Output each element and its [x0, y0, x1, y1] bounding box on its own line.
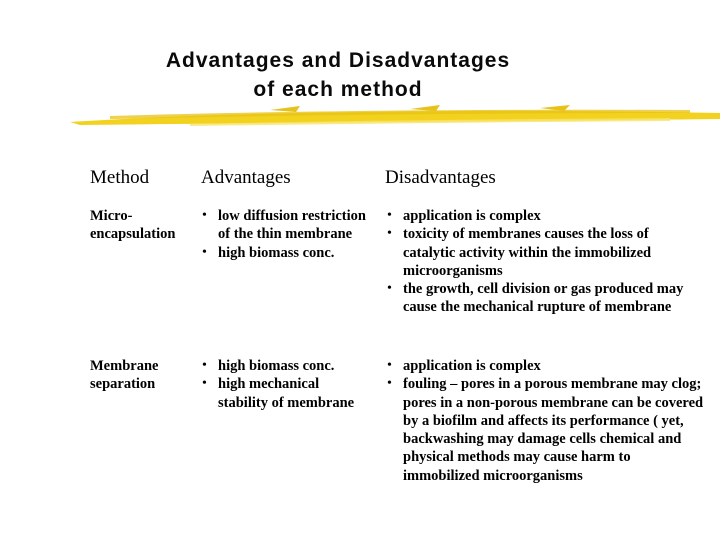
slide-title-line-2: of each method	[253, 78, 423, 101]
title-underline-brush-stroke	[70, 104, 720, 132]
advantages-list	[196, 357, 368, 412]
column-header-disadvantages: Disadvantages	[385, 167, 496, 188]
method-microencapsulation: Micro- encapsulation	[90, 208, 176, 243]
list-item: • high mechanical stability of membrane	[196, 375, 368, 412]
list-item: • toxicity of membranes causes the loss of catalytic activity within the immobilized microorganisms	[381, 225, 691, 280]
slide-title	[0, 46, 676, 104]
advantages-list	[196, 207, 368, 262]
disadvantages-list	[381, 357, 707, 485]
list-item: • application is complex	[381, 207, 691, 225]
list-item: • application is complex	[381, 357, 707, 375]
list-item: • low diffusion restriction of the thin membrane	[196, 207, 368, 244]
list-item: • high biomass conc.	[196, 244, 368, 262]
list-item: • fouling – pores in a porous membrane may clog; pores in a non-porous membrane can be covered by a biofilm and affects its performance ( yet, backwashing may damage cells chemical and physical methods may cause harm to immobilized microorganisms	[381, 375, 707, 485]
list-item: • high biomass conc.	[196, 357, 368, 375]
column-header-method: Method	[90, 167, 150, 188]
slide-title-line-1: Advantages and Disadvantages	[165, 49, 511, 72]
list-item: • the growth, cell division or gas produced may cause the mechanical rupture of membrane	[381, 280, 691, 317]
method-membrane-separation: Membrane separation	[90, 358, 159, 393]
column-header-advantages: Advantages	[201, 167, 291, 188]
disadvantages-list	[381, 207, 691, 317]
